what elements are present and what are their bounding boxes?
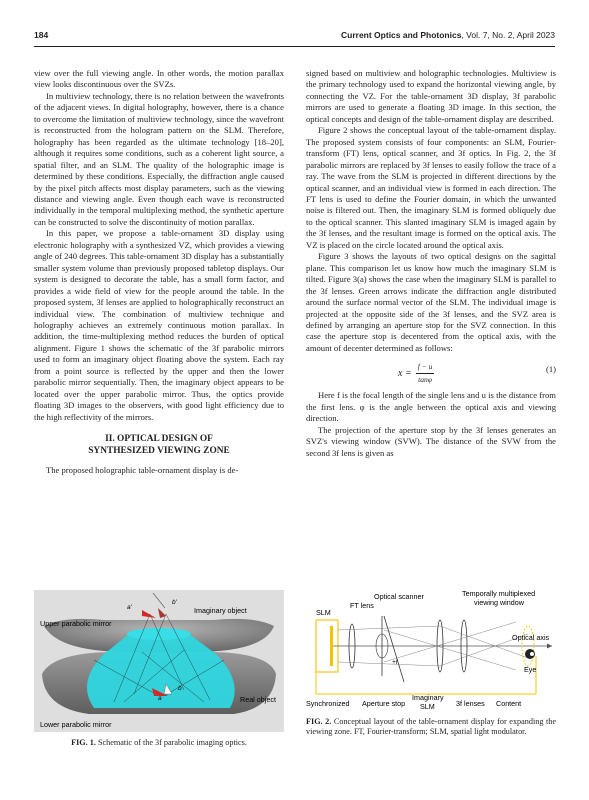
page-number: 184 <box>34 30 49 40</box>
caption-label: FIG. 1. <box>71 738 96 747</box>
figure-2-diagram <box>306 590 556 712</box>
paragraph: Figure 3 shows the layouts of two optical designs on the sagittal plane. This comparison let us know how much the imaginary SLM is tilted. Figure 3(a) shows the case when the imaginary SLM is parallel to the 3f lenses. Green arrows indicate the diffraction angle distributed around the surface normal vector of the SLM. The individual image is projected at the opposite side of the 3f lenses, and the SVZ area is defined by arranging an aperture stop for the SVZ connection. In this case the aperture stop is decentered from the optical axis, with the amount of decenter determined as follows: <box>306 251 556 353</box>
label-content: Content <box>496 699 522 708</box>
eye-pupil-icon <box>530 652 534 656</box>
label-slm: SLM <box>316 608 331 617</box>
label-imaginary-object: Imaginary object <box>194 606 247 615</box>
label-aperture-stop: Aperture stop <box>362 699 406 708</box>
section-heading-line: II. OPTICAL DESIGN OF <box>105 434 213 445</box>
label-imaginary-line2: SLM <box>420 702 435 711</box>
label-optical-scanner: Optical scanner <box>374 592 424 601</box>
figure-2-caption <box>306 717 556 738</box>
figure-1 <box>34 590 284 732</box>
label-upper-mirror: Upper parabolic mirror <box>40 619 112 628</box>
figure-1-caption <box>34 738 284 747</box>
page-header <box>34 30 555 44</box>
label-eye: Eye <box>524 665 537 674</box>
slm-panel <box>330 626 333 666</box>
label-3f-lenses: 3f lenses <box>456 699 485 708</box>
paragraph: signed based on multiview and holographic technologies. Multiview is the primary technology used to expand the horizontal viewing angle, by connecting the VZ. For the table-ornament 3D display, 3f parabolic mirrors are used to generate a floating 3D image. In this section, the optical concepts and design of the table-ornament display are described. <box>306 68 556 124</box>
header-rule <box>34 46 555 47</box>
equation-1 <box>306 358 556 384</box>
section-heading-line: SYNTHESIZED VIEWING ZONE <box>88 446 230 457</box>
label-window-line1: Temporally multiplexed <box>462 590 536 598</box>
label-optical-axis: Optical axis <box>512 633 550 642</box>
journal-name: Current Optics and Photonics <box>341 30 462 40</box>
figure-2 <box>306 590 556 712</box>
paragraph: Figure 2 shows the conceptual layout of the table-ornament display. The proposed system consists of four components: an SLM, Fourier-transform (FT) lens, optical scanner, and 3f optics. In Fig. 2, the 3f parabolic mirrors are replaced by 3f lenses to easily follow the trace of a ray. The wave from the SLM is projected in different directions by the optical scanner, and an individual view is formed in each direction. The FT lens is used to define the Fourier domain, in which the unwanted noise is filtered out. Then, the imaginary SLM is formed obliquely due to the optical scanner. This slanted imaginary SLM is imaged again by the 3f lenses, and the resultant image is formed on the optical axis. The VZ is placed on the circle located around the optical axis. <box>306 125 556 250</box>
section-heading <box>34 433 284 457</box>
equation-number: (1) <box>545 364 556 375</box>
figure-1-diagram <box>34 590 284 732</box>
paragraph: Here f is the focal length of the single lens and u is the distance from the first lens. φ is the angle between the optical axis and viewing direction. <box>306 390 556 424</box>
paragraph: view over the full viewing angle. In other words, the motion parallax view looks discontinuous over the SVZs. <box>34 68 284 90</box>
optical-axis-arrow-icon <box>547 644 552 649</box>
imaginary-slm-line <box>384 616 404 682</box>
equation-lhs: x = <box>398 367 412 379</box>
right-column <box>306 68 556 459</box>
caption-text: Schematic of the 3f parabolic imaging optics. <box>95 738 247 747</box>
label-b-prime: b' <box>172 599 177 606</box>
equation-body <box>398 361 434 385</box>
caption-label: FIG. 2. <box>306 717 332 726</box>
label-a-prime: a' <box>127 604 132 611</box>
label-lower-mirror: Lower parabolic mirror <box>40 720 112 729</box>
journal-issue: , Vol. 7, No. 2, April 2023 <box>461 30 555 40</box>
equation-fraction <box>416 361 435 385</box>
paragraph: The proposed holographic table-ornament display is de- <box>46 465 239 476</box>
label-plus-f: +f <box>392 659 398 666</box>
caption-text: Conceptual layout of the table-ornament display for expanding the viewing zone. FT, Fourier-transform; SLM, spatial light modulator. <box>306 717 556 737</box>
paragraph: The projection of the aperture stop by the 3f lenses generates an SVZ's viewing window (SVW). The distance of the SVW from the second 3f lens is given as <box>306 424 556 458</box>
label-synchronized: Synchronized <box>306 699 350 708</box>
label-ft-lens: FT lens <box>350 601 374 610</box>
left-column <box>34 68 284 477</box>
label-window-line2: viewing window <box>474 598 524 607</box>
journal-citation <box>341 30 555 40</box>
label-imaginary-line1: Imaginary <box>412 693 444 702</box>
equation-denominator: tanφ <box>418 374 432 384</box>
label-a: a <box>158 695 162 702</box>
paragraph: In multiview technology, there is no relation between the wavefronts of the adjacent views. In digital holography, however, there is a chance to overcome the limitation of multiview technology, since the wavefront is reconstructed from the hologram pattern on the SLM. Therefore, holography has been regarded as the ultimate technology [18–20], although it requires some conditions, such as a coherent light source, a spatial filter, and an SLM. The quality of the holographic image is determined by these conditions. Especially, the diffraction angle caused by the pixel pitch affects most display parameters, such as the viewing distance and viewing angle. Even though each wave is reconstructed individually in the temporal multiplexing method, the synthetic aperture can be constructed to solve the discontinuity of motion parallax. <box>34 90 284 227</box>
label-b: b <box>178 685 182 692</box>
paragraph: In this paper, we propose a table-ornament 3D display using electronic holography with a synthesized VZ, which provides a viewing angle of 240 degrees. This table-ornament 3D display has a substantially smaller system volume than previously proposed tabletop displays. Our system is designed to decorate the table, has a small form factor, and provides a wide field of view for the people around the table. In the proposed system, 3f lenses are applied to holographically reconstruct an individual view. The combination of multiview technique and holography achieves an extremely continuous motion parallax. In addition, the time-multiplexing method reduces the burden of optical alignment. Figure 1 shows the schematic of the 3f parabolic mirrors used to form an imaginary object floating above the system. Each ray from a point source is reflected by the upper and then the lower parabolic mirror sequentially. Then, the imaginary object appears to be located over the upper parabolic mirror. Thus, the optics provide floating 3D images to the observers, with good light efficiency due to the high reflectivity of the mirrors. <box>34 228 284 422</box>
label-real-object: Real object <box>240 695 276 704</box>
equation-numerator: f − u <box>416 361 435 373</box>
